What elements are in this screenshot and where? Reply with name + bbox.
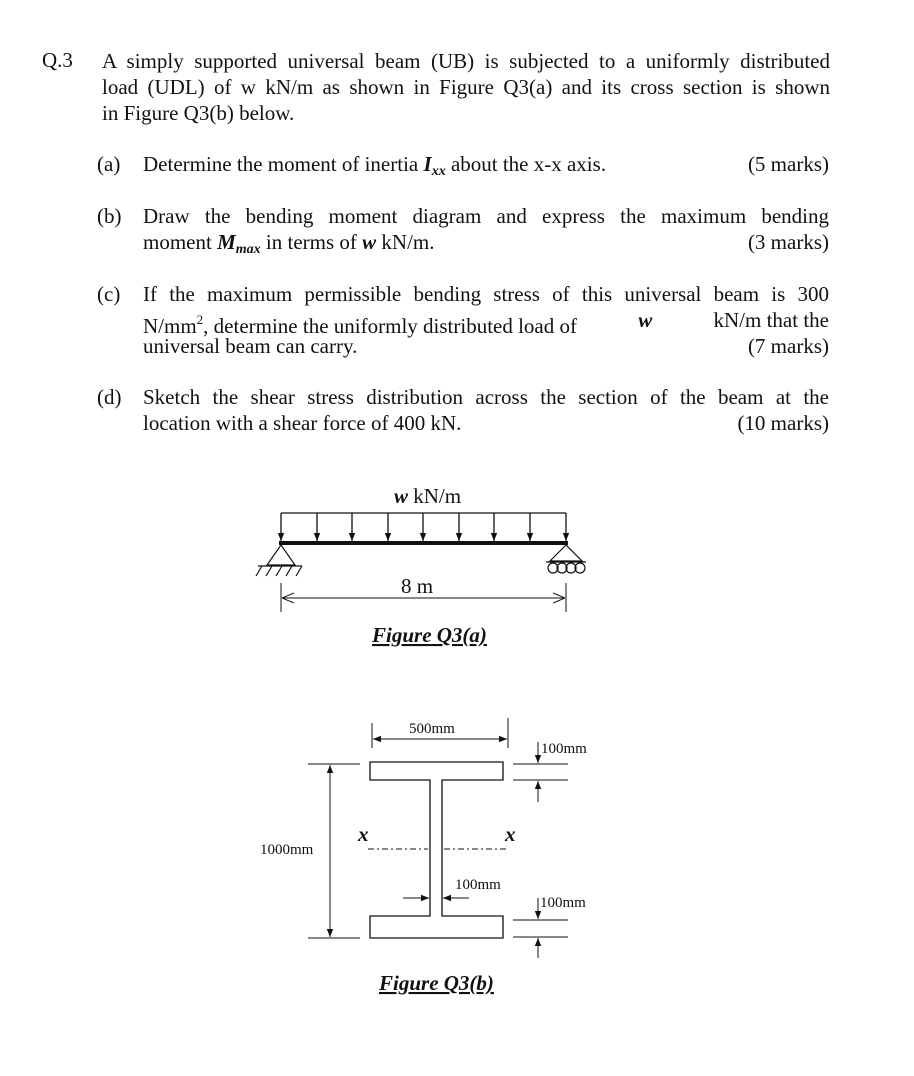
part-c-line2-b: , determine the uniformly distributed load of	[203, 314, 577, 338]
intro-line-2: load (UDL) of w kN/m as shown in Figure Q3(a) and its cross section is shown	[102, 75, 830, 99]
top-flange-label: 100mm	[541, 741, 587, 757]
beam	[279, 541, 568, 545]
span-label: 8 m	[401, 574, 434, 598]
part-a-text-after: about the x-x axis.	[445, 152, 607, 176]
part-a-label: (a)	[97, 152, 121, 176]
bottom-flange-label: 100mm	[540, 895, 586, 911]
depth-label: 1000mm	[260, 842, 314, 858]
part-c-marks: (7 marks)	[747, 334, 829, 358]
part-c-line2-sup: 2	[196, 312, 204, 327]
udl-label: w kN/m	[394, 484, 462, 508]
part-c-label: (c)	[97, 282, 121, 306]
part-c-line2-a: N/mm	[143, 314, 197, 338]
part-c-line-3: universal beam can carry.	[143, 334, 358, 358]
udl-load-arrows	[281, 513, 566, 541]
part-b-line-1: Draw the bending moment diagram and express the maximum bending	[143, 204, 829, 228]
question-number: Q.3	[42, 48, 73, 72]
web-thickness-label: 100mm	[455, 877, 501, 893]
axis-label-right: x	[505, 822, 516, 846]
intro-line-3: in Figure Q3(b) below.	[102, 101, 295, 125]
part-a-text-before: Determine the moment of inertia	[143, 152, 424, 176]
part-b-line2-before: moment	[143, 230, 218, 254]
part-a-marks: (5 marks)	[747, 152, 829, 176]
part-a-symbol-sub: xx	[431, 164, 446, 179]
figure-q3b	[260, 718, 587, 995]
i-section	[370, 762, 503, 938]
part-b-marks: (3 marks)	[747, 230, 829, 254]
part-d-marks: (10 marks)	[737, 411, 829, 435]
depth-dimension	[308, 764, 360, 938]
axis-label-left: x	[358, 822, 369, 846]
roller-support	[546, 545, 586, 573]
part-d-line-1: Sketch the shear stress distribution across the section of the beam at the	[143, 385, 829, 409]
part-b-symbol-sub: max	[235, 242, 261, 257]
part-b-var: w	[362, 230, 377, 254]
part-c-var: w	[638, 308, 653, 332]
pin-support	[256, 545, 302, 576]
figure-q3a	[256, 484, 586, 647]
figure-q3b-caption: Figure Q3(b)	[379, 971, 494, 995]
figure-q3a-caption: Figure Q3(a)	[372, 623, 487, 647]
part-d-line-2: location with a shear force of 400 kN.	[143, 411, 462, 435]
intro-line-1: A simply supported universal beam (UB) is subjected to a uniformly distributed	[102, 49, 830, 73]
part-a-symbol: I	[423, 152, 432, 176]
part-b-label: (b)	[97, 204, 122, 228]
flange-width-label: 500mm	[409, 721, 455, 737]
part-b-line2-after: kN/m.	[376, 230, 435, 254]
part-c-line2-c: kN/m that the	[713, 308, 829, 332]
part-b-symbol: M	[217, 230, 236, 254]
part-c-line-1: If the maximum permissible bending stress of this universal beam is 300	[143, 282, 829, 306]
part-b-line2-mid: in terms of	[260, 230, 363, 254]
part-d-label: (d)	[97, 385, 122, 409]
